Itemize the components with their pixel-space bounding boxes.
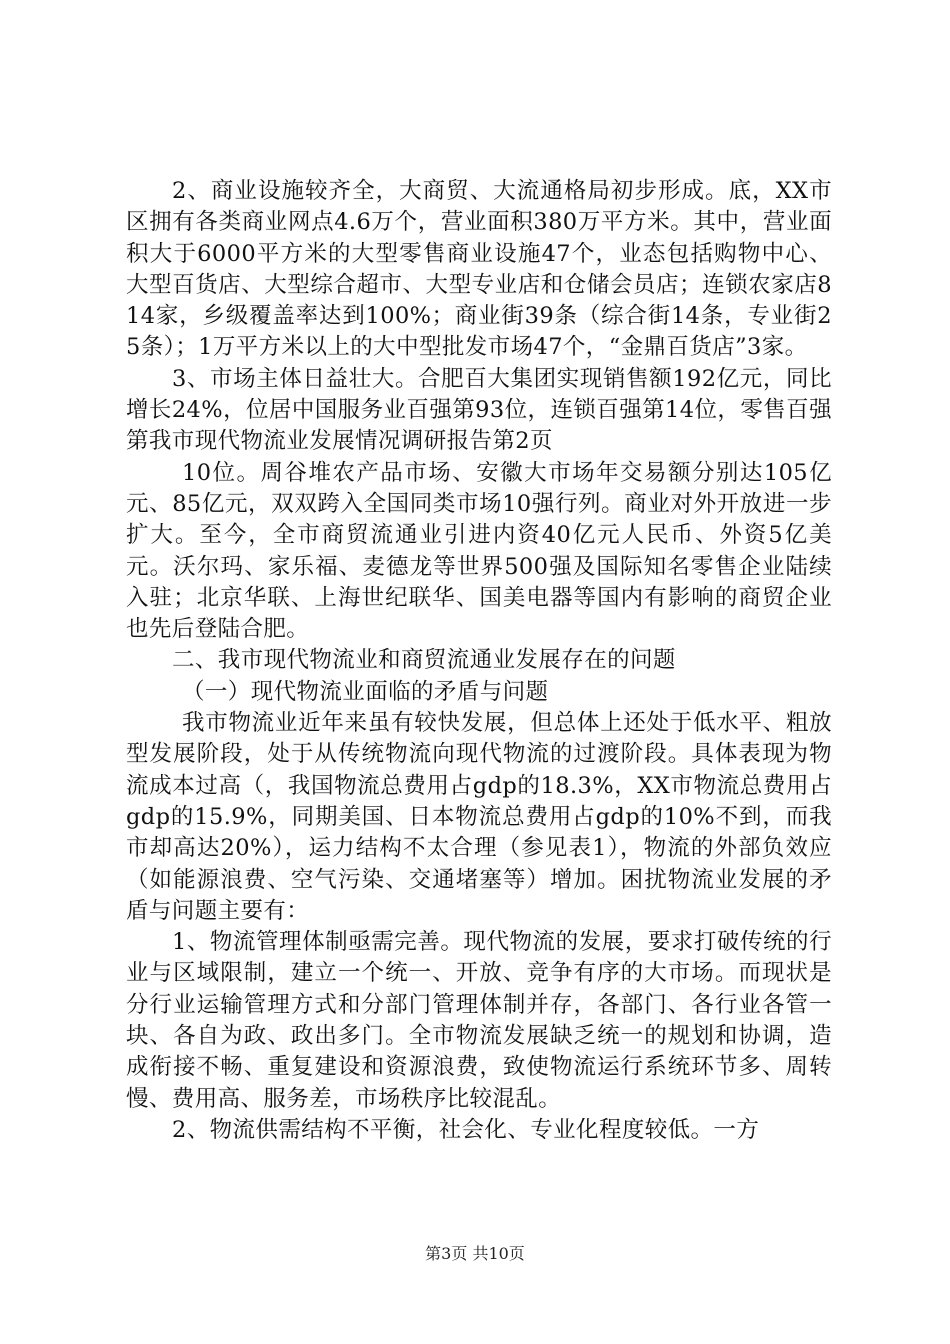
document-body [126,176,832,1146]
subsection-heading-logistics: （一）现代物流业面临的矛盾与问题 [182,678,549,705]
section-heading-problems: 二、我市现代物流业和商贸流通业发展存在的问题 [172,647,676,674]
paragraph-management-system: 1、物流管理体制亟需完善。现代物流的发展，要求打破传统的行业与区域限制，建立一个统一、开放、竞争有序的大市场。而现状是分行业运输管理方式和分部门管理体制并存，各部门、各行业各管一块、各自为政、政出多门。全市物流发展缺乏统一的规划和协调，造成衔接不畅、重复建设和资源浪费，致使物流运行系统环节多、周转慢、费用高、服务差，市场秩序比较混乱。 [126,929,832,1112]
paragraph-commercial-facilities: 2、商业设施较齐全，大商贸、大流通格局初步形成。底，XX市区拥有各类商业网点4.6万个，营业面积380万平方米。其中，营业面积大于6000平方米的大型零售商业设施47个，业态包括购物中心、大型百货店、大型综合超市、大型专业店和仓储会员店；连锁农家店814家，乡级覆盖率达到100%；商业街39条（综合街14条，专业街25条）；1万平方米以上的大中型批发市场47个，“金鼎百货店”3家。 [126,178,832,361]
paragraph-market-entities: 3、市场主体日益壮大。合肥百大集团实现销售额192亿元，同比增长24%，位居中国服务业百强第93位，连锁百强第14位，零售百强第我市现代物流业发展情况调研报告第2页 [126,365,832,455]
paragraph-logistics-overview: 我市物流业近年来虽有较快发展，但总体上还处于低水平、粗放型发展阶段，处于从传统物流向现代物流的过渡阶段。具体表现为物流成本过高（，我国物流总费用占gdp的18.3%，XX市物流总费用占gdp的15.9%，同期美国、日本物流总费用占gdp的10%不到，而我市却高达20%），运力结构不太合理（参见表1），物流的外部负效应（如能源浪费、空气污染、交通堵塞等）增加。困扰物流业发展的矛盾与问题主要有： [126,710,832,924]
paragraph-market-continued: 10位。周谷堆农产品市场、安徽大市场年交易额分别达105亿元、85亿元，双双跨入全国同类市场10强行列。商业对外开放进一步扩大。至今，全市商贸流通业引进内资40亿元人民币、外资5亿美元。沃尔玛、家乐福、麦德龙等世界500强及国际知名零售企业陆续入驻；北京华联、上海世纪联华、国美电器等国内有影响的商贸企业也先后登陆合肥。 [126,459,832,643]
paragraph-supply-demand: 2、物流供需结构不平衡，社会化、专业化程度较低。一方 [172,1116,760,1143]
page-number-footer: 第3页 共10页 [425,1244,525,1263]
